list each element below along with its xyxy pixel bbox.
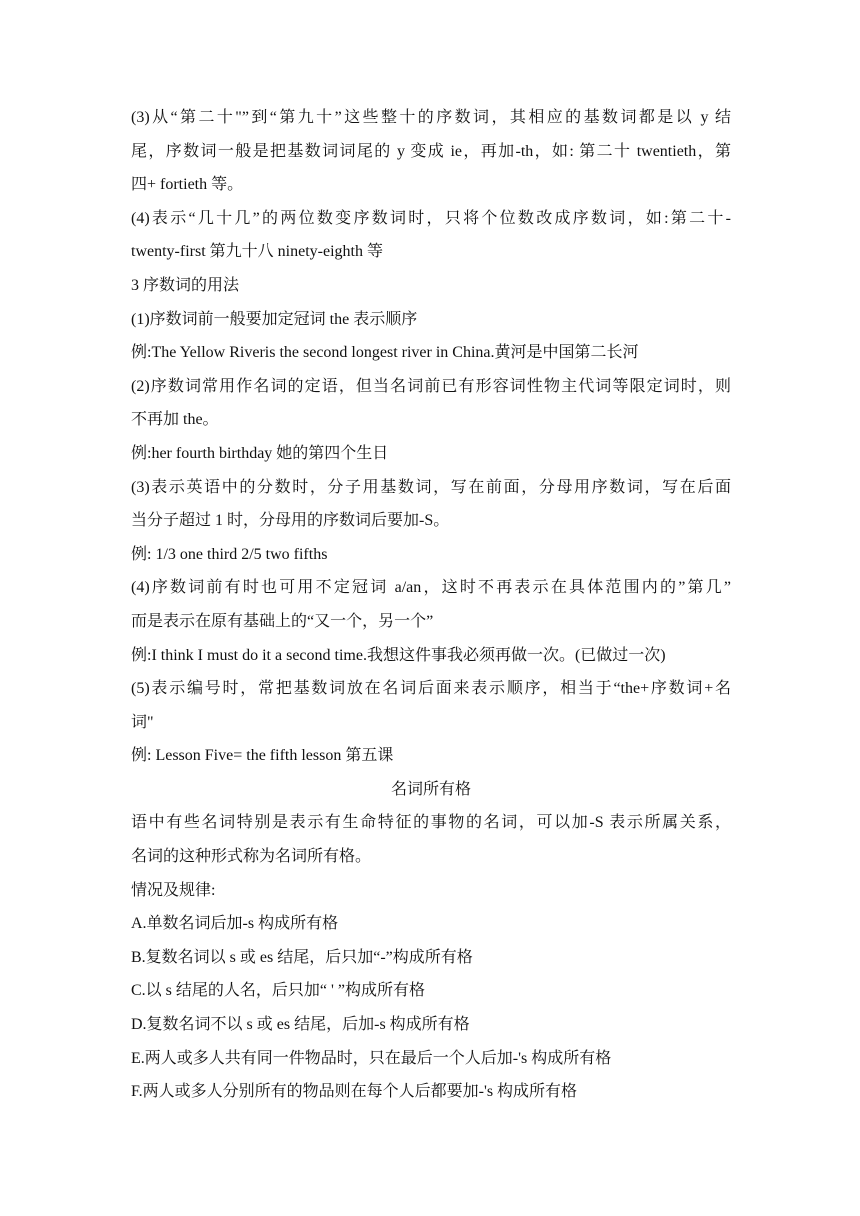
text-line: (1)序数词前一般要加定冠词 the 表示顺序	[131, 310, 418, 328]
text-line: 语中有些名词特别是表示有生命特征的事物的名词，可以加-S 表示所属关系，	[131, 814, 731, 832]
text-line: 名词的这种形式称为名词所有格。	[131, 848, 372, 866]
text-line: F.两人或多人分别所有的物品则在每个人后都要加-'s 构成所有格	[131, 1083, 578, 1101]
text-line: 不再加 the。	[131, 411, 219, 429]
text-line: 例:her fourth birthday 她的第四个生日	[131, 444, 389, 462]
text-line: C.以 s 结尾的人名，后只加“ ' ”构成所有格	[131, 982, 425, 1000]
text-line: (5)表示编号时，常把基数词放在名词后面来表示顺序，相当于“the+序数词+名	[131, 680, 731, 698]
text-line: 当分子超过 1 时，分母用的序数词后要加-S。	[131, 512, 450, 530]
text-line: 例:I think I must do it a second time.我想这件事我必须再做一次。(已做过一次)	[131, 646, 666, 664]
text-line: 而是表示在原有基础上的“又一个，另一个”	[131, 612, 434, 630]
text-line: (3)表示英语中的分数时，分子用基数词，写在前面，分母用序数词，写在后面	[131, 478, 731, 496]
text-line: twenty-first 第九十八 ninety-eighth 等	[131, 243, 383, 261]
text-line: 例: 1/3 one third 2/5 two fifths	[131, 545, 328, 563]
text-line: 3 序数词的用法	[131, 276, 240, 294]
text-line: 尾，序数词一般是把基数词词尾的 y 变成 ie，再加-th，如: 第二十 twentieth，第	[131, 142, 731, 160]
text-line: (4)表示“几十几”的两位数变序数词时，只将个位数改成序数词，如:第二十-	[131, 209, 731, 227]
text-line: (4)序数词前有时也可用不定冠词 a/an，这时不再表示在具体范围内的”第几”	[131, 579, 731, 597]
text-line: 例:The Yellow Riveris the second longest river in China.黄河是中国第二长河	[131, 344, 639, 362]
document-body	[131, 101, 731, 1109]
text-line: 情况及规律:	[131, 881, 216, 899]
text-line: D.复数名词不以 s 或 es 结尾，后加-s 构成所有格	[131, 1016, 470, 1034]
text-line: 四+ fortieth 等。	[131, 176, 244, 194]
text-line: E.两人或多人共有同一件物品时，只在最后一个人后加-'s 构成所有格	[131, 1049, 612, 1067]
text-line: 词"	[131, 713, 154, 731]
text-line: (3)从“第二十"”到“第九十”这些整十的序数词，其相应的基数词都是以 y 结	[131, 109, 731, 126]
text-line: 例: Lesson Five= the fifth lesson 第五课	[131, 747, 394, 765]
text-line: A.单数名词后加-s 构成所有格	[131, 915, 339, 933]
text-line: (2)序数词常用作名词的定语，但当名词前已有形容词性物主代词等限定词时，则	[131, 377, 731, 395]
section-heading: 名词所有格	[390, 780, 471, 798]
text-line: B.复数名词以 s 或 es 结尾，后只加“-”构成所有格	[131, 948, 473, 966]
